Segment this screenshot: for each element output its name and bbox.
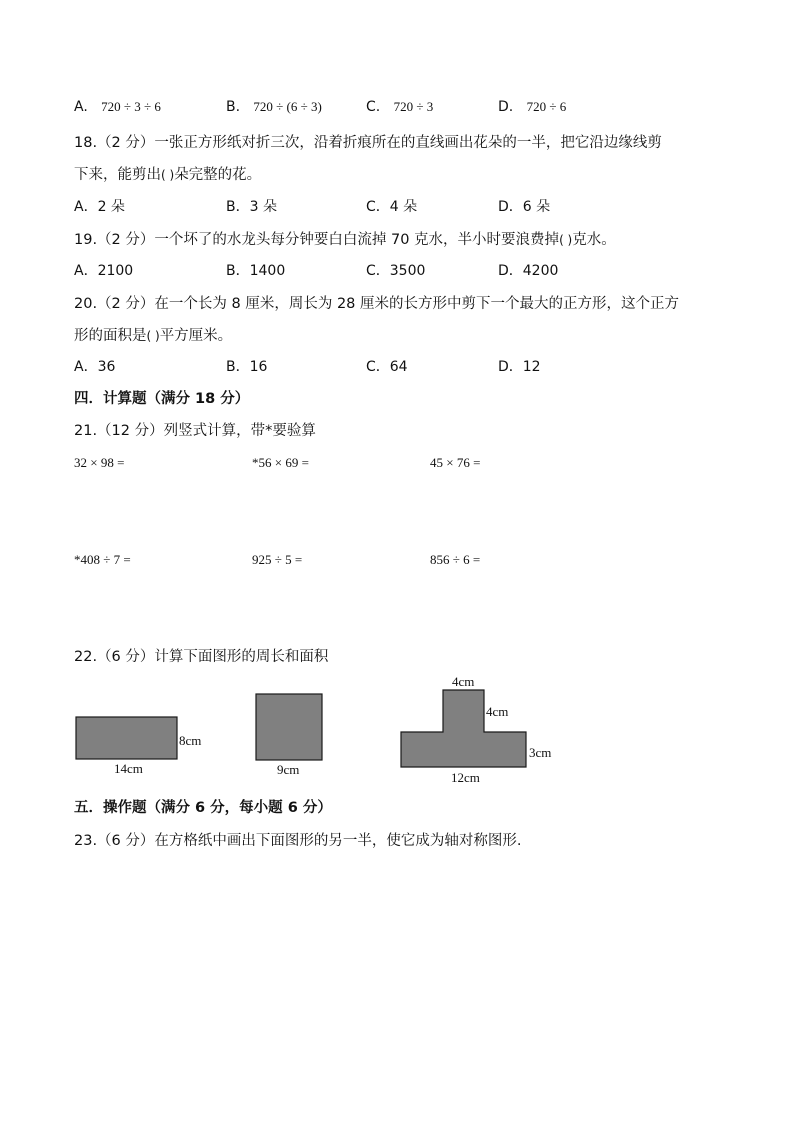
answer-blank: ( ) bbox=[146, 329, 160, 343]
square-side-label: 9cm bbox=[277, 762, 300, 777]
q20-stem-post: 平方厘米。 bbox=[159, 328, 233, 344]
q18-option-b: B．3 朵 bbox=[226, 199, 277, 215]
t-shape-stem-label: 4cm bbox=[486, 704, 509, 719]
q18-stem-post: 朵完整的花。 bbox=[174, 167, 262, 183]
q20-option-c: C．64 bbox=[366, 359, 408, 375]
square-shape bbox=[256, 694, 322, 760]
q18-option-c: C．4 朵 bbox=[366, 199, 418, 215]
q19-stem-pre: 19.（2 分）一个坏了的水龙头每分钟要白白流掉 70 克水，半小时要浪费掉 bbox=[74, 232, 560, 248]
q21-expression-3: 45 × 76 = bbox=[430, 455, 481, 470]
q19-option-d: D．4200 bbox=[498, 263, 559, 279]
t-shape-bottom-label: 12cm bbox=[451, 770, 480, 785]
t-shape-side-label: 3cm bbox=[529, 745, 552, 760]
q20-option-d: D．12 bbox=[498, 359, 541, 375]
q21-expression-5: 925 ÷ 5 = bbox=[252, 552, 303, 567]
section-5-heading: 五．操作题（满分 6 分，每小题 6 分） bbox=[74, 800, 332, 816]
option-expression: 720 ÷ 3 ÷ 6 bbox=[101, 99, 161, 114]
rectangle-shape bbox=[76, 717, 177, 759]
section-4-heading: 四．计算题（满分 18 分） bbox=[74, 391, 250, 407]
q20-stem-line1: 20.（2 分）在一个长为 8 厘米，周长为 28 厘米的长方形中剪下一个最大的正方形，这个正方 bbox=[74, 296, 680, 312]
option-expression: 720 ÷ 3 bbox=[393, 99, 434, 114]
t-shape-top-label: 4cm bbox=[452, 674, 475, 689]
option-letter: D. bbox=[498, 99, 514, 115]
option-letter: C. bbox=[366, 99, 381, 115]
q21-expression-2: *56 × 69 = bbox=[252, 455, 309, 470]
rectangle-width-label: 14cm bbox=[114, 761, 143, 776]
q20-option-b: B．16 bbox=[226, 359, 268, 375]
t-shape bbox=[401, 690, 526, 767]
q21-title: 21.（12 分）列竖式计算，带*要验算 bbox=[74, 423, 316, 439]
q21-expression-6: 856 ÷ 6 = bbox=[430, 552, 481, 567]
option-letter: A. bbox=[74, 99, 88, 115]
q21-expression-1: 32 × 98 = bbox=[74, 455, 125, 470]
q18-stem-line1: 18.（2 分）一张正方形纸对折三次，沿着折痕所在的直线画出花朵的一半，把它沿边缘线剪 bbox=[74, 135, 662, 151]
option-expression: 720 ÷ 6 bbox=[526, 99, 567, 114]
q18-option-d: D．6 朵 bbox=[498, 199, 551, 215]
answer-blank: ( ) bbox=[161, 168, 175, 182]
q20-stem-pre: 形的面积是 bbox=[74, 328, 147, 344]
q22-title: 22.（6 分）计算下面图形的周长和面积 bbox=[74, 649, 329, 665]
q18-option-a: A．2 朵 bbox=[74, 199, 125, 215]
q19-option-b: B．1400 bbox=[226, 263, 286, 279]
option-expression: 720 ÷ (6 ÷ 3) bbox=[253, 99, 322, 114]
q19-option-a: A．2100 bbox=[74, 263, 134, 279]
q19-stem-post: 克水。 bbox=[572, 232, 616, 248]
q18-stem-pre: 下来，能剪出 bbox=[74, 167, 161, 183]
rectangle-height-label: 8cm bbox=[179, 733, 202, 748]
q20-option-a: A．36 bbox=[74, 359, 116, 375]
option-letter: B. bbox=[226, 99, 241, 115]
q19-option-c: C．3500 bbox=[366, 263, 426, 279]
answer-blank: ( ) bbox=[559, 233, 573, 247]
q21-expression-4: *408 ÷ 7 = bbox=[74, 552, 131, 567]
q23-title: 23.（6 分）在方格纸中画出下面图形的另一半，使它成为轴对称图形. bbox=[74, 833, 522, 849]
